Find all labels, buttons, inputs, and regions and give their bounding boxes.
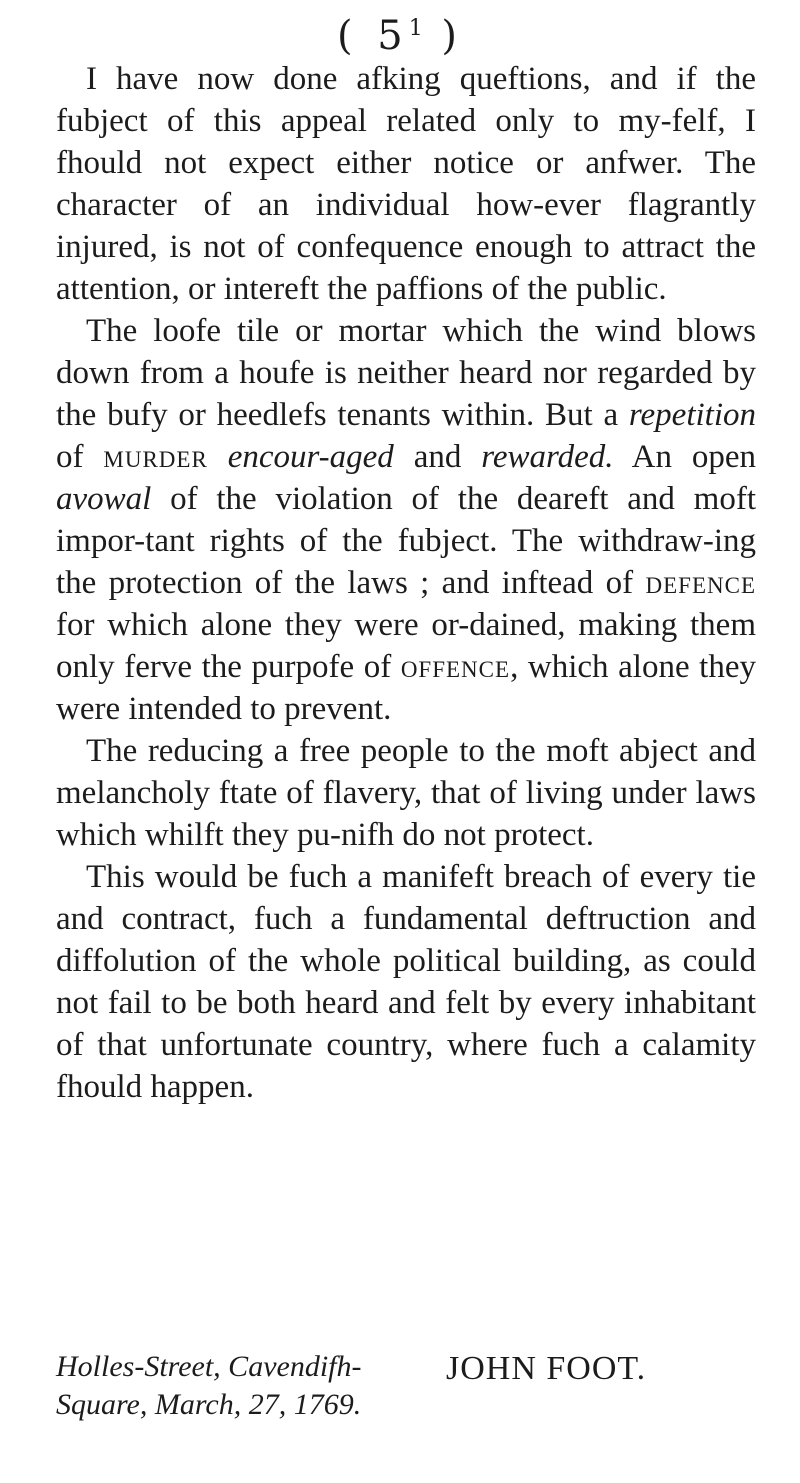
page-number-close: ) [422,13,464,59]
italic-text: repetition [628,397,756,433]
text-run: of the violation of the deareft and moft impor-tant rights of the fubject. The withdraw-ing the protection of the laws ; and inftead of [56,481,756,601]
text-run [208,439,228,475]
text-run: This would be fuch a manifeft breach of every tie and contract, fuch a fundamental deftruction and diffolution of the whole political building, as could not fail to be both heard and felt by every inhabitant of that unfortunate country, where fuch a calamity fhould happen. [56,859,756,1105]
text-run: for which alone they were or-dained, making them only ferve the purpofe of [56,607,756,685]
paragraph-4 [56,856,756,1108]
author-signature: JOHN FOOT. [446,1350,647,1387]
text-run: and [393,439,482,475]
paragraph-2 [56,310,756,730]
text-run: The reducing a free people to the moft abject and melancholy ftate of flavery, that of living under laws which whilft they pu-nifh do not protect. [56,733,756,853]
italic-text: encour-aged [227,439,394,475]
text-run: An open [613,439,756,475]
text-run: of [56,439,104,475]
page-number-header [0,4,800,61]
signature-block [56,1348,776,1424]
text-run: I have now done afking queftions, and if the fubject of this appeal related only to my-felf, I fhould not expect either notice or anfwer. The character of an individual how-ever flagrantly injured, is not of confequence enough to attract the attention, or intereft the paffions of the public. [56,61,756,307]
italic-text: rewarded. [481,439,614,475]
paragraph-1 [56,58,756,310]
small-caps-text: murder [103,439,208,475]
text-run: The loofe tile or mortar which the wind blows down from a houfe is neither heard nor regarded by the bufy or heedlefs tenants within. But a [56,313,756,433]
place-date-line-2: Square, March, 27, 1769. [56,1388,362,1421]
page-number-open: ( 5 [336,13,409,59]
text-run: , which alone they were intended to prevent. [56,649,756,727]
small-caps-text: defence [645,565,756,601]
place-date-line-1: Holles-Street, Cavendifh- [56,1350,362,1383]
small-caps-text: offence [400,649,511,685]
italic-text: avowal [56,481,152,517]
body-text [56,58,756,1108]
page-number-sup: 1 [408,16,423,41]
paragraph-3 [56,730,756,856]
